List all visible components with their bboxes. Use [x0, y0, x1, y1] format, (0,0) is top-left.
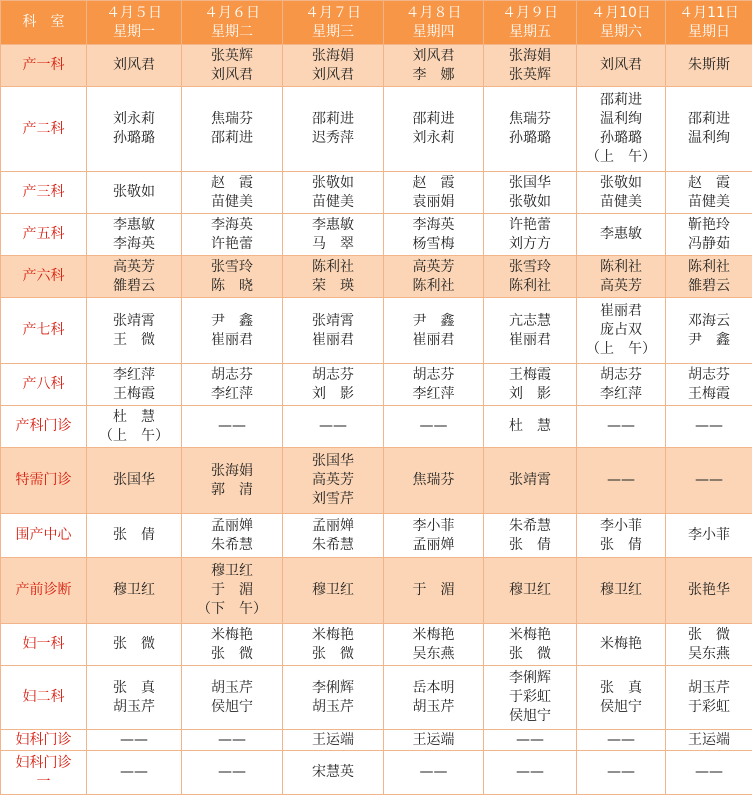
duty-cell: 米梅艳 张 微 — [182, 624, 283, 666]
duty-cell: 李海英 杨雪梅 — [384, 214, 484, 256]
duty-cell: 高英芳 雒碧云 — [87, 256, 182, 298]
duty-cell: 胡志芬 李红萍 — [182, 364, 283, 406]
duty-cell: 张 微 吴东燕 — [666, 624, 752, 666]
department-name: 妇二科 — [1, 666, 87, 730]
duty-cell: 孟丽婵 朱希慧 — [182, 514, 283, 558]
duty-cell: 米梅艳 张 微 — [283, 624, 384, 666]
duty-cell: 刘风君 — [577, 45, 666, 87]
duty-cell: 高英芳 陈利社 — [384, 256, 484, 298]
header-date: ４月９日 — [502, 5, 558, 21]
duty-cell: 张雪玲 陈利社 — [484, 256, 577, 298]
duty-cell: 张敬如 苗健美 — [577, 172, 666, 214]
department-name: 妇一科 — [1, 624, 87, 666]
duty-cell: 尹 鑫 崔丽君 — [384, 298, 484, 364]
duty-cell: 胡玉芹 侯旭宁 — [182, 666, 283, 730]
duty-cell: 李小菲 孟丽婵 — [384, 514, 484, 558]
department-name: 特需门诊 — [1, 448, 87, 514]
duty-cell: 宋慧英 — [283, 751, 384, 795]
duty-cell: 朱斯斯 — [666, 45, 752, 87]
duty-cell: 张靖霄 王 微 — [87, 298, 182, 364]
department-name: 妇科门诊 一 — [1, 751, 87, 795]
duty-cell: 张艳华 — [666, 558, 752, 624]
header-weekday: 星期四 — [413, 24, 455, 40]
duty-cell: 孟丽婵 朱希慧 — [283, 514, 384, 558]
department-name: 产八科 — [1, 364, 87, 406]
duty-cell: 李红萍 王梅霞 — [87, 364, 182, 406]
duty-cell: 赵 霞 袁丽娟 — [384, 172, 484, 214]
header-day — [484, 1, 577, 45]
duty-cell: 胡志芬 李红萍 — [577, 364, 666, 406]
header-weekday: 星期五 — [509, 24, 551, 40]
header-corner: 科 室 — [1, 1, 87, 45]
duty-cell: 米梅艳 吴东燕 — [384, 624, 484, 666]
department-row — [1, 298, 752, 364]
duty-cell: 刘永莉 孙璐璐 — [87, 87, 182, 172]
duty-cell: 赵 霞 苗健美 — [182, 172, 283, 214]
header-date: ４月11日 — [679, 5, 739, 21]
duty-cell: 穆卫红 — [577, 558, 666, 624]
duty-cell: —— — [182, 730, 283, 751]
department-name: 产前诊断 — [1, 558, 87, 624]
schedule-body — [1, 45, 752, 795]
duty-cell: 李俐辉 胡玉芹 — [283, 666, 384, 730]
department-row — [1, 87, 752, 172]
duty-cell: 胡志芬 李红萍 — [384, 364, 484, 406]
duty-cell: —— — [577, 448, 666, 514]
header-date: ４月７日 — [305, 5, 361, 21]
duty-cell: 穆卫红 — [283, 558, 384, 624]
duty-cell: —— — [666, 751, 752, 795]
department-name: 妇科门诊 — [1, 730, 87, 751]
duty-cell: 王运端 — [384, 730, 484, 751]
duty-cell: 杜 慧 （上 午） — [87, 406, 182, 448]
header-day — [182, 1, 283, 45]
duty-cell: 李小菲 — [666, 514, 752, 558]
department-name: 产五科 — [1, 214, 87, 256]
department-name: 产科门诊 — [1, 406, 87, 448]
duty-cell: 朱希慧 张 倩 — [484, 514, 577, 558]
duty-cell: 李海英 许艳蕾 — [182, 214, 283, 256]
header-day — [577, 1, 666, 45]
duty-cell: 张靖霄 崔丽君 — [283, 298, 384, 364]
duty-cell: 张 真 侯旭宁 — [577, 666, 666, 730]
duty-cell: 邵莉进 温利绚 孙璐璐 （上 午） — [577, 87, 666, 172]
duty-cell: 李惠敏 马 翠 — [283, 214, 384, 256]
header-date: ４月８日 — [406, 5, 462, 21]
duty-cell: 许艳蕾 刘方方 — [484, 214, 577, 256]
department-name: 产六科 — [1, 256, 87, 298]
duty-cell: 李俐辉 于彩虹 侯旭宁 — [484, 666, 577, 730]
duty-cell: 王运端 — [283, 730, 384, 751]
duty-cell: 李惠敏 — [577, 214, 666, 256]
header-row — [1, 1, 752, 45]
duty-cell: —— — [182, 406, 283, 448]
duty-cell: 刘风君 李 娜 — [384, 45, 484, 87]
duty-cell: 邵莉进 温利绚 — [666, 87, 752, 172]
duty-cell: —— — [577, 751, 666, 795]
duty-cell: 焦瑞芬 — [384, 448, 484, 514]
duty-cell: 亢志慧 崔丽君 — [484, 298, 577, 364]
duty-cell: 焦瑞芬 邵莉进 — [182, 87, 283, 172]
duty-cell: 张国华 — [87, 448, 182, 514]
header-weekday: 星期六 — [600, 24, 642, 40]
department-row — [1, 364, 752, 406]
duty-cell: 张 微 — [87, 624, 182, 666]
duty-cell: 陈利社 荣 瑛 — [283, 256, 384, 298]
duty-cell: 米梅艳 — [577, 624, 666, 666]
duty-cell: 张海娟 郭 清 — [182, 448, 283, 514]
duty-cell: 岳本明 胡玉芹 — [384, 666, 484, 730]
duty-cell: —— — [283, 406, 384, 448]
duty-cell: —— — [577, 730, 666, 751]
duty-cell: 杜 慧 — [484, 406, 577, 448]
department-name: 围产中心 — [1, 514, 87, 558]
duty-cell: 张敬如 苗健美 — [283, 172, 384, 214]
duty-cell: 陈利社 雒碧云 — [666, 256, 752, 298]
header-weekday: 星期一 — [113, 24, 155, 40]
department-name: 产二科 — [1, 87, 87, 172]
duty-cell: 王梅霞 刘 影 — [484, 364, 577, 406]
duty-cell: —— — [182, 751, 283, 795]
duty-cell: 胡志芬 刘 影 — [283, 364, 384, 406]
duty-cell: 邵莉进 刘永莉 — [384, 87, 484, 172]
department-row — [1, 514, 752, 558]
duty-cell: 李小菲 张 倩 — [577, 514, 666, 558]
duty-cell: —— — [384, 751, 484, 795]
duty-cell: 邓海云 尹 鑫 — [666, 298, 752, 364]
header-day — [283, 1, 384, 45]
duty-cell: 张海娟 张英辉 — [484, 45, 577, 87]
duty-cell: 陈利社 高英芳 — [577, 256, 666, 298]
duty-cell: 张 真 胡玉芹 — [87, 666, 182, 730]
duty-cell: 崔丽君 庞占双 （上 午） — [577, 298, 666, 364]
department-row — [1, 256, 752, 298]
duty-cell: 张敬如 — [87, 172, 182, 214]
department-row — [1, 751, 752, 795]
duty-cell: 张雪玲 陈 晓 — [182, 256, 283, 298]
duty-cell: 张靖霄 — [484, 448, 577, 514]
duty-cell: —— — [577, 406, 666, 448]
header-weekday: 星期二 — [211, 24, 253, 40]
duty-cell: 靳艳玲 冯静茹 — [666, 214, 752, 256]
header-date: ４月６日 — [204, 5, 260, 21]
duty-cell: 邵莉进 迟秀萍 — [283, 87, 384, 172]
header-weekday: 星期三 — [312, 24, 354, 40]
duty-cell: 李惠敏 李海英 — [87, 214, 182, 256]
department-row — [1, 558, 752, 624]
duty-cell: 赵 霞 苗健美 — [666, 172, 752, 214]
duty-cell: 胡玉芹 于彩虹 — [666, 666, 752, 730]
department-row — [1, 45, 752, 87]
department-row — [1, 406, 752, 448]
header-weekday: 星期日 — [688, 24, 730, 40]
header-day — [87, 1, 182, 45]
duty-cell: —— — [666, 406, 752, 448]
duty-cell: 王运端 — [666, 730, 752, 751]
duty-cell: 刘风君 — [87, 45, 182, 87]
duty-cell: —— — [87, 751, 182, 795]
header-day — [666, 1, 752, 45]
department-name: 产一科 — [1, 45, 87, 87]
duty-cell: 米梅艳 张 微 — [484, 624, 577, 666]
department-row — [1, 624, 752, 666]
department-row — [1, 666, 752, 730]
header-day — [384, 1, 484, 45]
department-name: 产三科 — [1, 172, 87, 214]
department-row — [1, 448, 752, 514]
duty-cell: 焦瑞芬 孙璐璐 — [484, 87, 577, 172]
duty-cell: —— — [484, 730, 577, 751]
department-name: 产七科 — [1, 298, 87, 364]
duty-cell: 穆卫红 于 湄 （下 午） — [182, 558, 283, 624]
duty-cell: —— — [384, 406, 484, 448]
duty-cell: 张 倩 — [87, 514, 182, 558]
duty-cell: 张国华 张敬如 — [484, 172, 577, 214]
duty-cell: 张海娟 刘风君 — [283, 45, 384, 87]
duty-cell: 于 湄 — [384, 558, 484, 624]
duty-cell: 穆卫红 — [484, 558, 577, 624]
duty-cell: —— — [87, 730, 182, 751]
duty-cell: —— — [484, 751, 577, 795]
header-date: ４月５日 — [106, 5, 162, 21]
department-row — [1, 214, 752, 256]
duty-cell: —— — [666, 448, 752, 514]
duty-cell: 穆卫红 — [87, 558, 182, 624]
department-row — [1, 172, 752, 214]
duty-cell: 胡志芬 王梅霞 — [666, 364, 752, 406]
department-row — [1, 730, 752, 751]
duty-cell: 尹 鑫 崔丽君 — [182, 298, 283, 364]
duty-cell: 张国华 高英芳 刘雪芹 — [283, 448, 384, 514]
header-date: ４月10日 — [591, 5, 651, 21]
duty-cell: 张英辉 刘风君 — [182, 45, 283, 87]
